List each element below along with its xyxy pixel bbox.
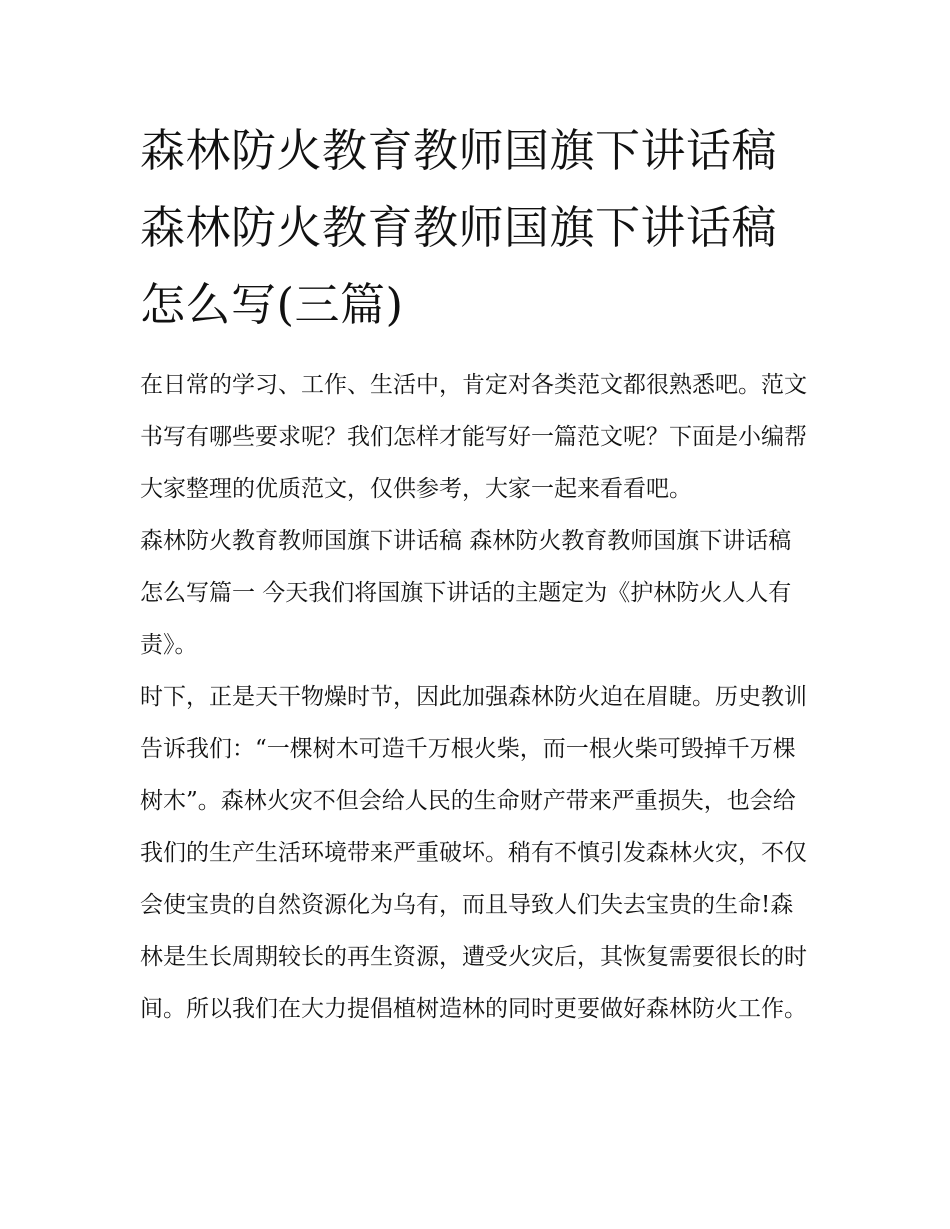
intro-paragraph: 在日常的学习、工作、生活中，肯定对各类范文都很熟悉吧。范文书写有哪些要求呢？我们怎样才能写好一篇范文呢？下面是小编帮大家整理的优质范文，仅供参考，大家一起来看看吧。 (140, 372, 807, 502)
document-page (140, 112, 812, 1035)
speech-heading-paragraph: 森林防火教育教师国旗下讲话稿 森林防火教育教师国旗下讲话稿怎么写篇一 今天我们将国旗下讲话的主题定为《护林防火人人有责》。 (140, 528, 792, 658)
body-paragraph: 时下，正是天干物燥时节，因此加强森林防火迫在眉睫。历史教训告诉我们：“一棵树木可造千万根火柴，而一根火柴可毁掉千万棵树木”。森林火灾不但会给人民的生命财产带来严重损失，也会给我们的生产生活环境带来严重破坏。稍有不慎引发森林火灾，不仅会使宝贵的自然资源化为乌有，而且导致人们失去宝贵的生命!森林是生长周期较长的再生资源，遭受火灾后，其恢复需要很长的时间。所以我们在大力提倡植树造林的同时更要做好森林防火工作。 (140, 684, 807, 1022)
document-title: 森林防火教育教师国旗下讲话稿 森林防火教育教师国旗下讲话稿怎么写(三篇) (140, 124, 778, 331)
